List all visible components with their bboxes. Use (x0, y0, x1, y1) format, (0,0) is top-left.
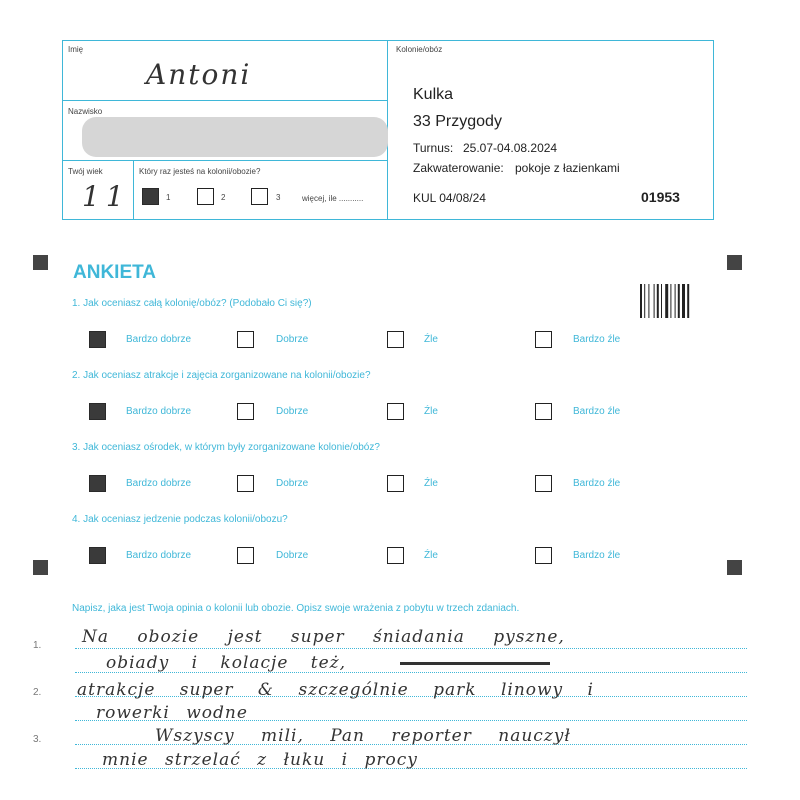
q1-option-zle: Źle (424, 334, 438, 345)
registration-marker-bottom-left (33, 560, 48, 575)
times-checkbox-3[interactable] (251, 188, 268, 205)
q4-checkbox-bardzo-dobrze[interactable] (89, 547, 106, 564)
divider-1 (62, 100, 388, 101)
line-number-1: 1. (33, 640, 42, 651)
line-number-2: 2. (33, 687, 42, 698)
q2-option-bardzo-dobrze: Bardzo dobrze (126, 406, 192, 417)
q3-checkbox-zle[interactable] (387, 475, 404, 492)
q1-checkbox-bardzo-dobrze[interactable] (89, 331, 106, 348)
q4-checkbox-zle[interactable] (387, 547, 404, 564)
turnus-value: 25.07-04.08.2024 (463, 141, 558, 155)
q1-option-bardzo-dobrze: Bardzo dobrze (126, 334, 192, 345)
handwriting-line-5: Wszyscy mili, Pan reporter nauczył (155, 726, 571, 746)
q3-checkbox-dobrze[interactable] (237, 475, 254, 492)
q2-checkbox-zle[interactable] (387, 403, 404, 420)
question-1-text: 1. Jak oceniasz całą kolonię/obóz? (Podobało Ci się?) (72, 298, 312, 309)
line-number-3: 3. (33, 734, 42, 745)
handwriting-line-2: obiady i kolacje też, (106, 653, 347, 673)
q2-option-dobrze: Dobrze (276, 406, 309, 417)
q1-checkbox-zle[interactable] (387, 331, 404, 348)
barcode-icon (640, 284, 694, 318)
first-name-label: Imię (68, 45, 84, 54)
question-4-text: 4. Jak oceniasz jedzenie podczas kolonii/obozu? (72, 514, 288, 525)
q2-option-bardzo-zle: Bardzo źle (573, 406, 621, 417)
q1-checkbox-dobrze[interactable] (237, 331, 254, 348)
survey-title: ANKIETA (73, 262, 157, 283)
q4-checkbox-bardzo-zle[interactable] (535, 547, 552, 564)
q2-checkbox-bardzo-dobrze[interactable] (89, 403, 106, 420)
camp-name: Kulka (413, 86, 454, 103)
q4-option-dobrze: Dobrze (276, 550, 309, 561)
divider-3 (133, 160, 134, 220)
times-option-3: 3 (276, 193, 281, 202)
accommodation-label: Zakwaterowanie: (413, 161, 504, 175)
q4-option-bardzo-dobrze: Bardzo dobrze (126, 550, 192, 561)
writing-line-1[interactable] (75, 648, 747, 649)
q3-option-bardzo-dobrze: Bardzo dobrze (126, 478, 192, 489)
times-label: Który raz jesteś na kolonii/obozie? (139, 167, 261, 176)
q2-checkbox-bardzo-zle[interactable] (535, 403, 552, 420)
question-3-text: 3. Jak oceniasz ośrodek, w którym były zorganizowane kolonie/obóz? (72, 442, 380, 453)
q4-option-zle: Źle (424, 550, 438, 561)
q1-checkbox-bardzo-zle[interactable] (535, 331, 552, 348)
age-label: Twój wiek (68, 167, 103, 176)
surname-label: Nazwisko (68, 107, 103, 116)
camp-program: 33 Przygody (413, 113, 502, 130)
registration-marker-top-right (727, 255, 742, 270)
times-checkbox-2[interactable] (197, 188, 214, 205)
turnus-label: Turnus: (413, 141, 454, 155)
opinion-prompt: Napisz, jaka jest Twoja opinia o kolonii lub obozie. Opisz swoje wrażenia z pobytu w trzech zdaniach. (72, 603, 520, 614)
q3-option-bardzo-zle: Bardzo źle (573, 478, 621, 489)
first-name-value[interactable]: Antoni (146, 58, 252, 91)
q3-checkbox-bardzo-dobrze[interactable] (89, 475, 106, 492)
q3-option-dobrze: Dobrze (276, 478, 309, 489)
q4-checkbox-dobrze[interactable] (237, 547, 254, 564)
times-option-2: 2 (221, 193, 226, 202)
handwriting-line-4: rowerki wodne (96, 703, 248, 723)
q1-option-dobrze: Dobrze (276, 334, 309, 345)
strikethrough-scribble (400, 662, 550, 665)
age-value[interactable]: 11 (82, 180, 130, 213)
times-option-more[interactable]: więcej, ile ........... (302, 194, 364, 203)
camp-label: Kolonie/obóz (396, 45, 443, 54)
accommodation-value: pokoje z łazienkami (515, 161, 620, 175)
divider-2 (62, 160, 388, 161)
q4-option-bardzo-zle: Bardzo źle (573, 550, 621, 561)
q2-option-zle: Źle (424, 406, 438, 417)
handwriting-line-1: Na obozie jest super śniadania pyszne, (82, 627, 565, 647)
q3-option-zle: Źle (424, 478, 438, 489)
question-2-text: 2. Jak oceniasz atrakcje i zajęcia zorganizowane na kolonii/obozie? (72, 370, 371, 381)
camp-code: KUL 04/08/24 (413, 191, 486, 205)
form-number: 01953 (641, 189, 680, 205)
registration-marker-bottom-right (727, 560, 742, 575)
q3-checkbox-bardzo-zle[interactable] (535, 475, 552, 492)
q2-checkbox-dobrze[interactable] (237, 403, 254, 420)
times-option-1: 1 (166, 193, 171, 202)
handwriting-line-6: mnie strzelać z łuku i procy (102, 750, 418, 770)
times-checkbox-1[interactable] (142, 188, 159, 205)
q1-option-bardzo-zle: Bardzo źle (573, 334, 621, 345)
surname-redacted (82, 117, 388, 157)
handwriting-line-3: atrakcje super & szczególnie park linowy i (77, 680, 594, 700)
registration-marker-top-left (33, 255, 48, 270)
